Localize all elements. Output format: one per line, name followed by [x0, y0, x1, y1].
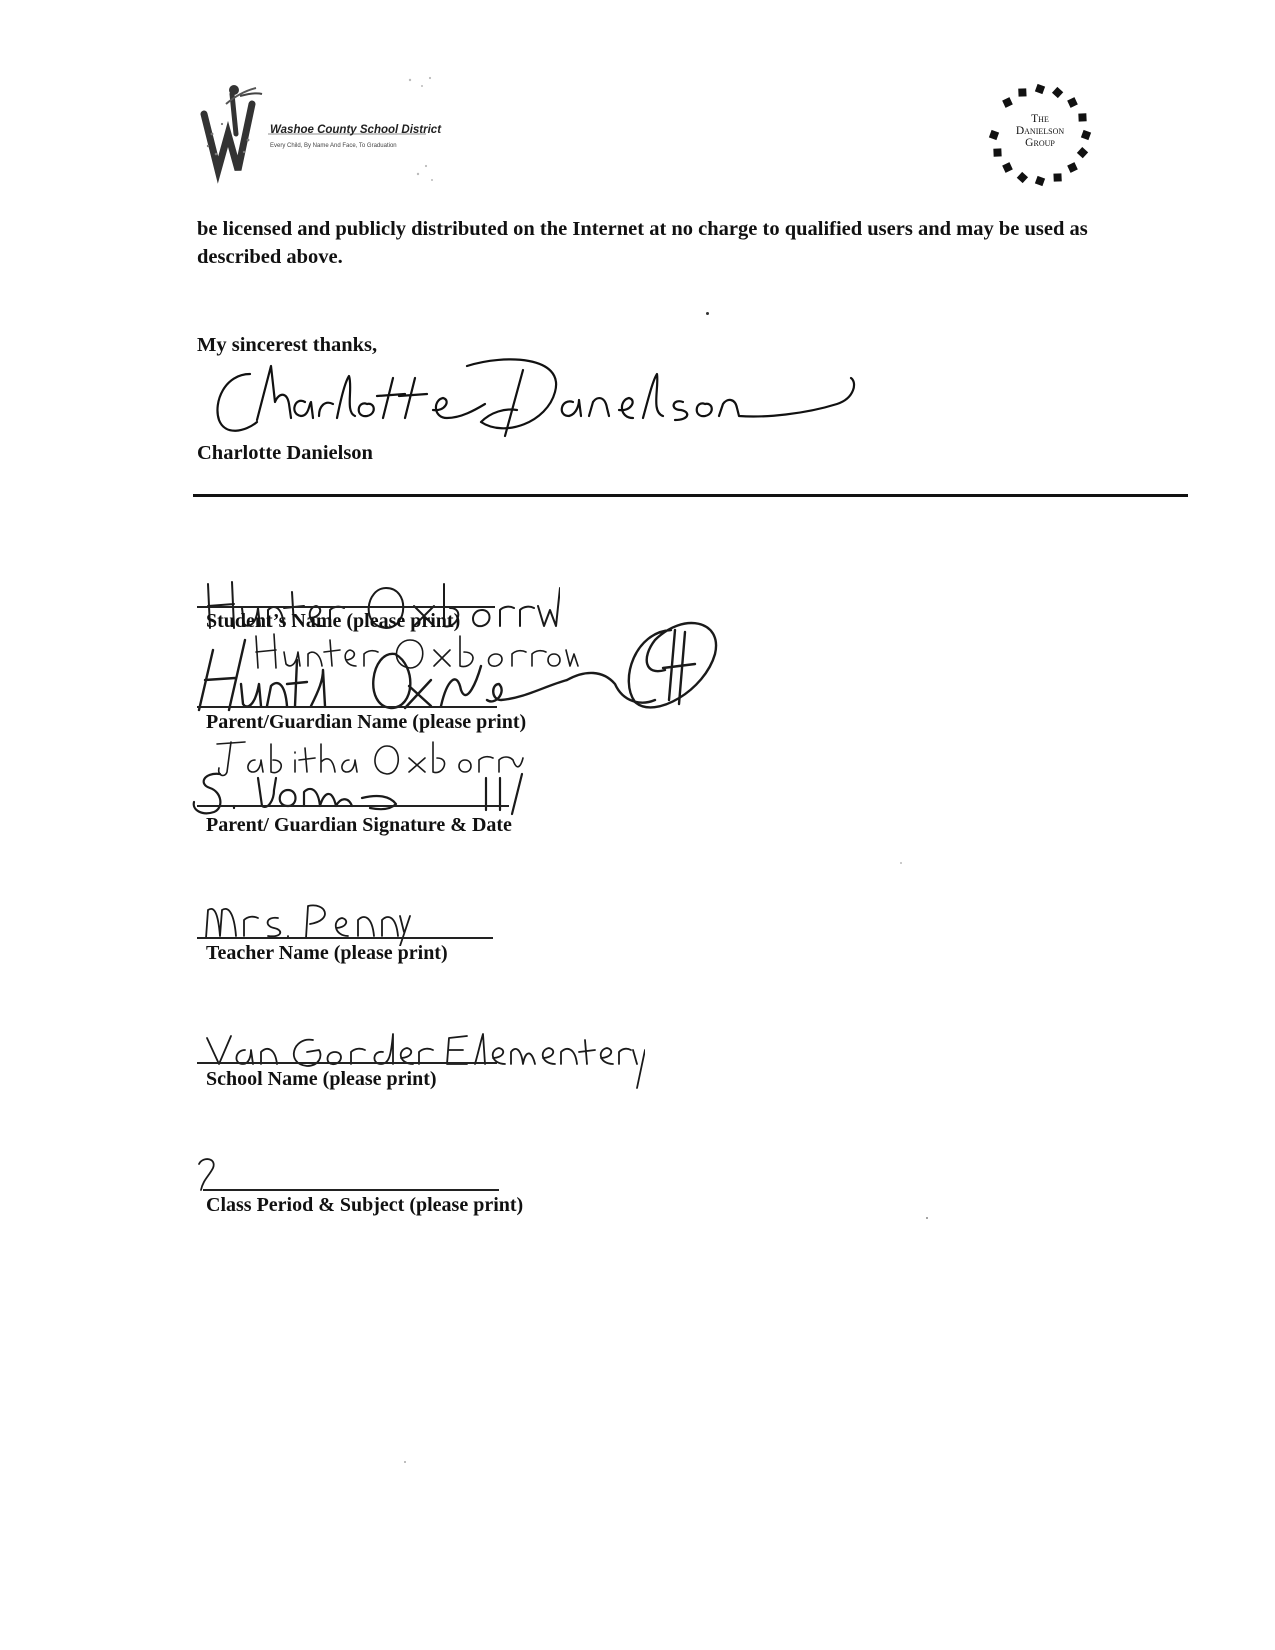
student-name-line	[197, 606, 495, 608]
charlotte-danielson-signature	[205, 352, 905, 452]
logo-square	[1017, 172, 1028, 183]
scan-speck	[900, 862, 902, 864]
teacher-name-label: Teacher Name (please print)	[206, 942, 448, 964]
handwriting-class-period	[195, 1156, 221, 1192]
handwriting-parent-name-print	[250, 632, 580, 672]
signatory-name: Charlotte Danielson	[197, 442, 373, 464]
logo-square	[993, 148, 1001, 156]
handwriting-parent-signature-date	[190, 770, 530, 818]
danielson-group-wordmark	[985, 113, 1095, 149]
section-divider	[193, 494, 1188, 497]
scan-speck	[706, 312, 709, 315]
scan-speck	[926, 1217, 928, 1219]
parent-signature-line	[197, 805, 509, 807]
parent-signature-label: Parent/ Guardian Signature & Date	[206, 814, 512, 836]
wordmark-line: The	[1031, 113, 1049, 125]
parent-name-line	[197, 706, 497, 708]
school-name-line	[197, 1062, 497, 1064]
logo-square	[1053, 173, 1061, 181]
class-period-label: Class Period & Subject (please print)	[206, 1194, 524, 1216]
letter-body: be licensed and publicly distributed on the Internet at no charge to qualified users and may be used as described above.	[197, 218, 1088, 268]
logo-square	[1002, 97, 1013, 108]
logo-square	[1035, 176, 1045, 186]
handwriting-teacher-name	[202, 902, 412, 946]
logo-square	[1067, 162, 1078, 173]
parent-name-label: Parent/Guardian Name (please print)	[206, 711, 527, 733]
district-name: Washoe County School District	[270, 124, 442, 136]
class-period-line	[203, 1189, 499, 1191]
letter-closing: My sincerest thanks,	[197, 334, 378, 356]
logo-square	[1035, 84, 1045, 94]
logo-square	[1067, 97, 1078, 108]
scan-speck	[404, 1461, 406, 1463]
logo-square	[1052, 87, 1063, 98]
school-name-label: School Name (please print)	[206, 1068, 437, 1090]
teacher-name-line	[197, 937, 493, 939]
logo-square	[1018, 88, 1026, 96]
handwriting-parent-printed-name	[215, 738, 525, 778]
wordmark-line: Group	[1025, 137, 1055, 149]
student-name-label: Student’s Name (please print)	[206, 610, 461, 632]
district-tagline: Every Child, By Name And Face, To Graduation	[270, 143, 397, 149]
wordmark-line: Danielson	[1015, 125, 1065, 137]
logo-square	[1002, 162, 1013, 173]
